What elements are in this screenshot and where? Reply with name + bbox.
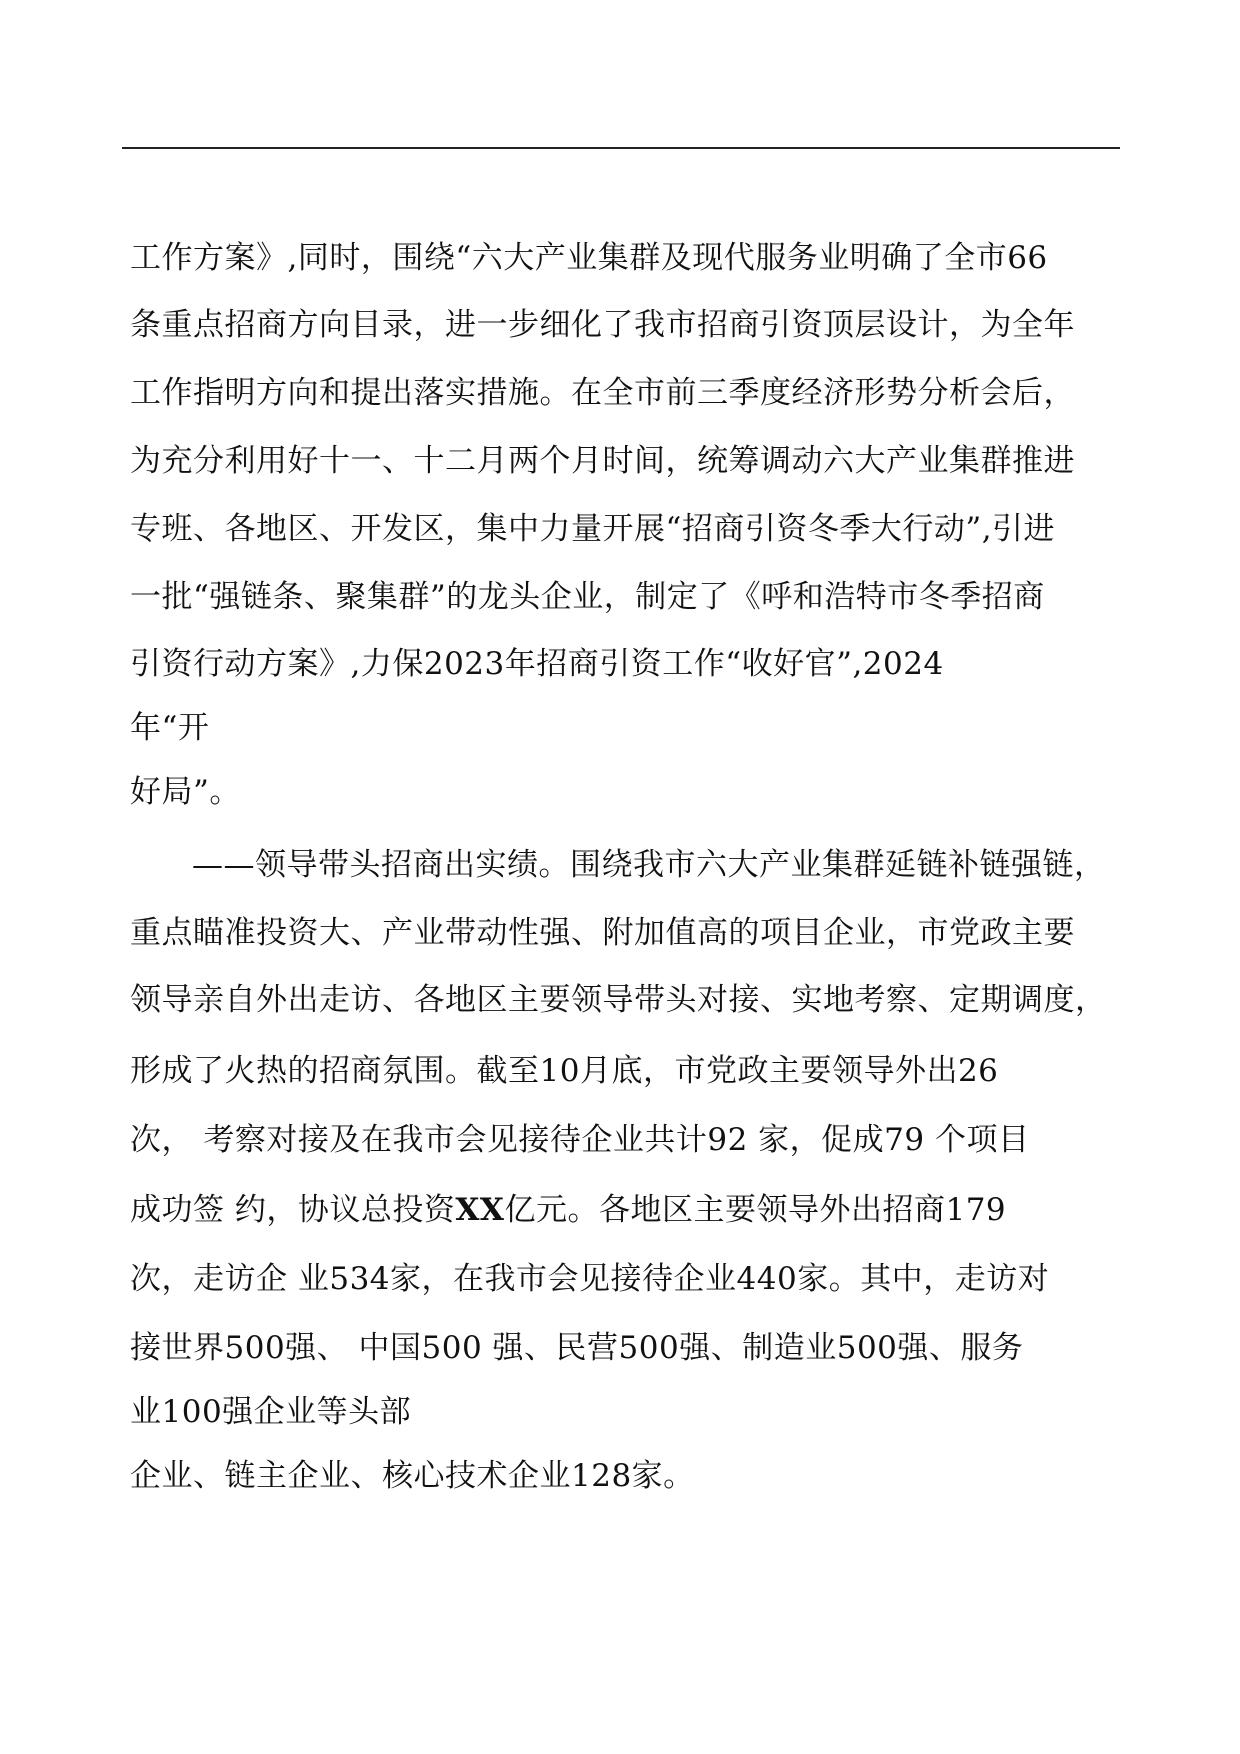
text-line: 工作方案》,同时，围绕“六大产业集群及现代服务业明确了全市66: [130, 240, 1048, 276]
text-line: 专班、各地区、开发区，集中力量开展“招商引资冬季大行动”,引进: [130, 511, 1056, 547]
text-line: 次， 考察对接及在我市会见接待企业共计92 家，促成79 个项目: [130, 1122, 1030, 1158]
text-line: 引资行动方案》,力保2023年招商引资工作“收好官”,2024: [130, 646, 944, 682]
text-line: 好局”。: [130, 774, 241, 810]
text-line: 企业、链主企业、核心技术企业128家。: [130, 1458, 695, 1494]
text-line: 业100强企业等头部: [130, 1394, 412, 1430]
text-line: 重点瞄准投资大、产业带动性强、附加值高的项目企业，市党政主要: [130, 915, 1075, 951]
amount-placeholder: XX: [455, 1192, 505, 1228]
text-line: ——领导带头招商出实绩。围绕我市六大产业集群延链补链强链，: [192, 847, 1106, 883]
text-line: 一批“强链条、聚集群”的龙头企业，制定了《呼和浩特市冬季招商: [130, 579, 1045, 615]
text-segment: 成功签 约，协议总投资: [130, 1192, 456, 1228]
text-line: 工作指明方向和提出落实措施。在全市前三季度经济形势分析会后，: [130, 375, 1075, 411]
text-line: 领导亲自外出走访、各地区主要领导带头对接、实地考察、定期调度，: [130, 982, 1107, 1018]
text-line: 次，走访企 业534家，在我市会见接待企业440家。其中，走访对: [130, 1261, 1050, 1297]
text-segment: 亿元。各地区主要领导外出招商179: [504, 1192, 1007, 1228]
text-line: 接世界500强、 中国500 强、民营500强、制造业500强、服务: [130, 1330, 1024, 1366]
text-line: 形成了火热的招商氛围。截至10月底，市党政主要领导外出26: [130, 1053, 999, 1089]
header-rule: [122, 147, 1120, 149]
text-line: [130, 1190, 1006, 1230]
text-line: 条重点招商方向目录，进一步细化了我市招商引资顶层设计，为全年: [130, 307, 1075, 343]
text-line: 年“开: [130, 710, 210, 746]
text-line: 为充分利用好十一、十二月两个月时间，统筹调动六大产业集群推进: [130, 443, 1075, 479]
